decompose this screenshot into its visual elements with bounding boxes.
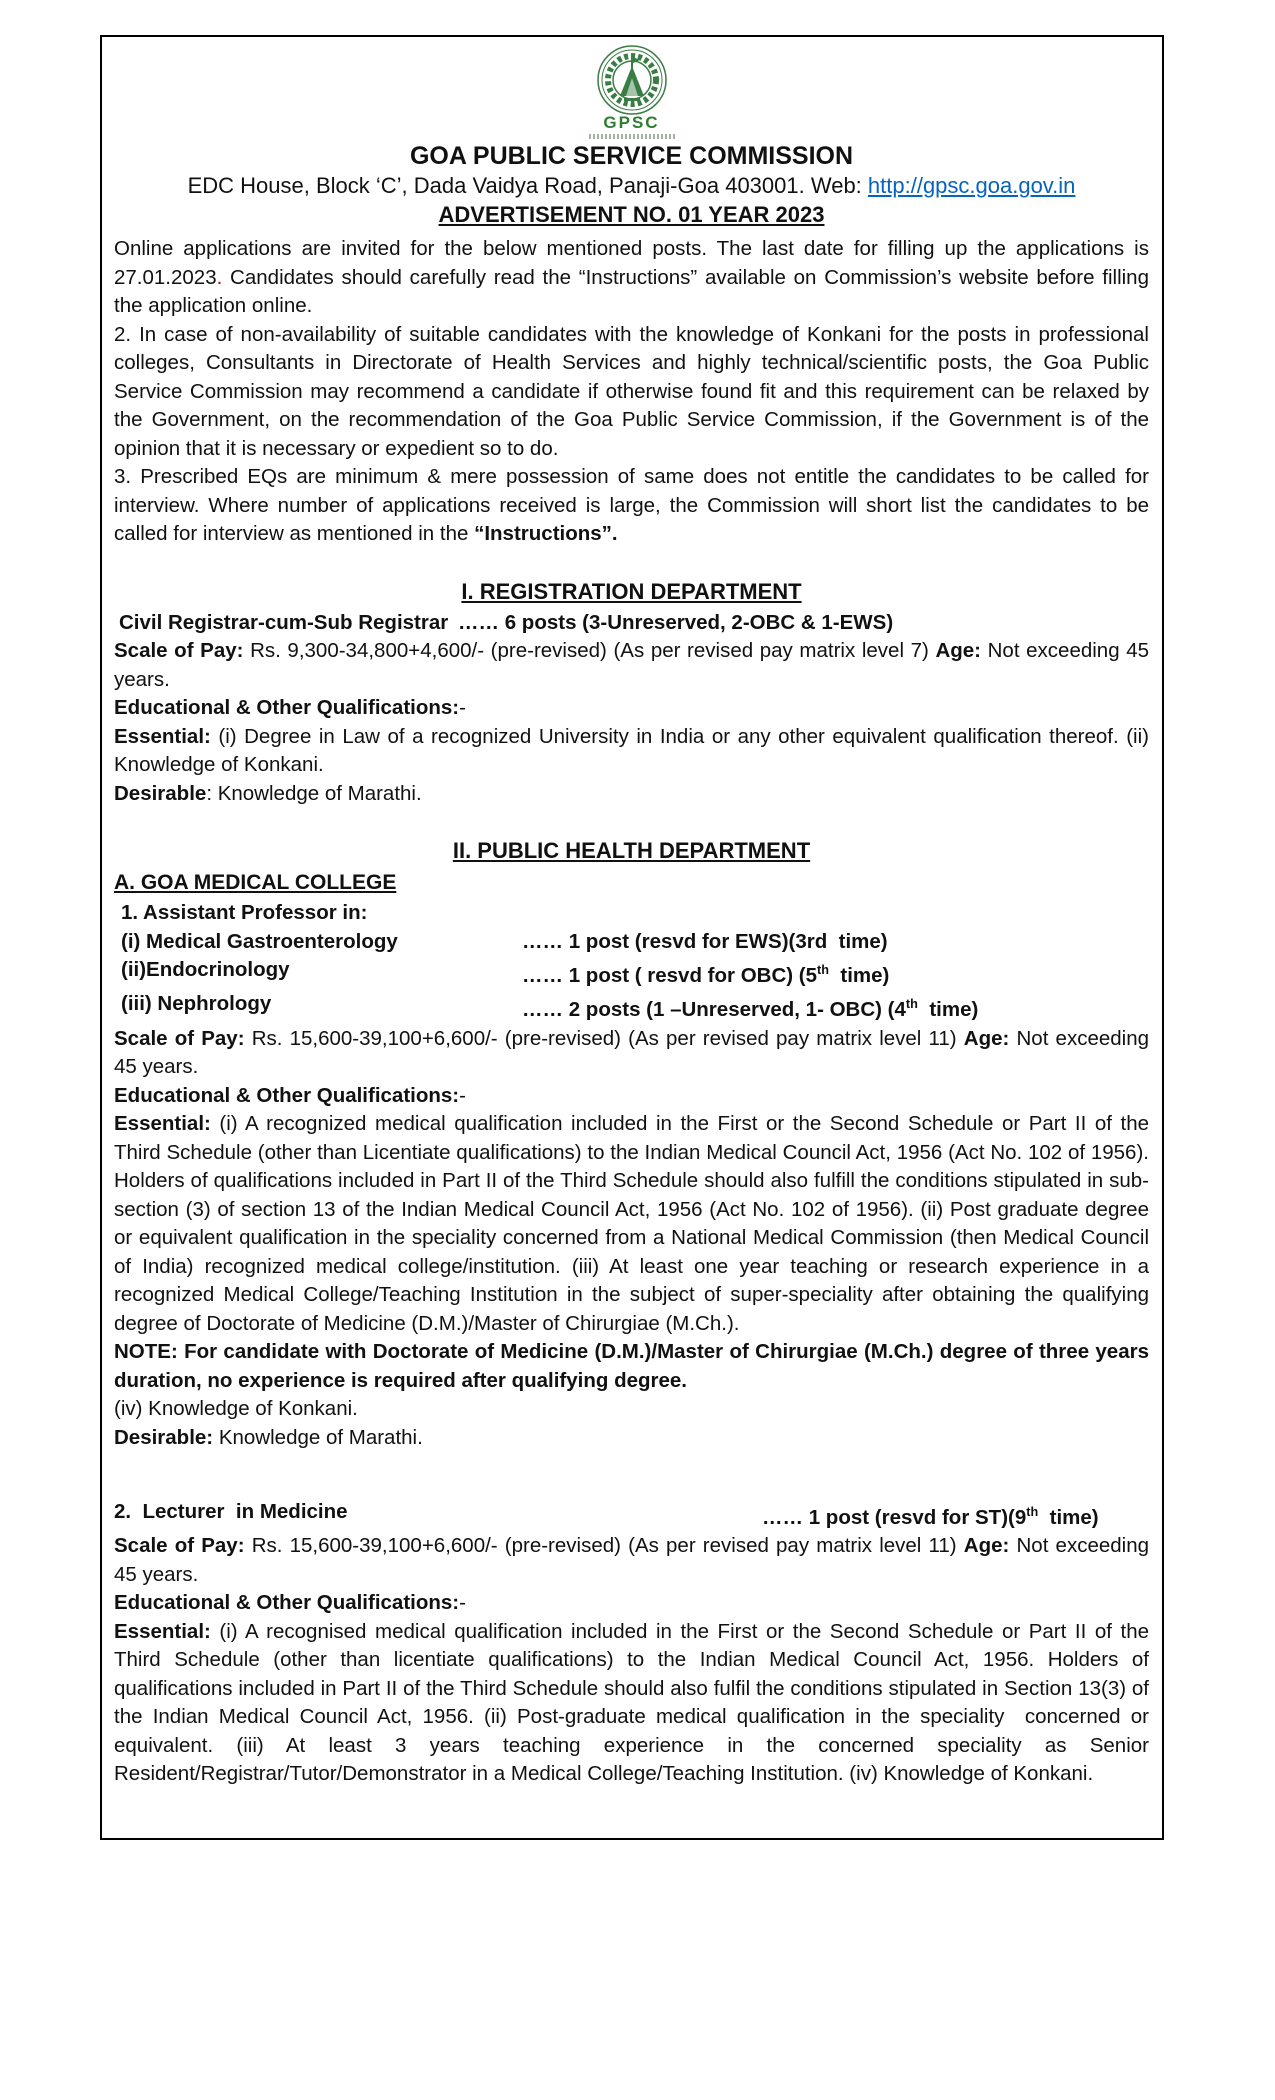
gpsc-emblem-icon	[582, 44, 682, 116]
text-run: Scale of Pay:	[114, 639, 251, 662]
post-label-nephrology: (iii) Nephrology	[121, 992, 272, 1016]
edu-qualifications-heading-registration	[114, 694, 1149, 723]
advertisement-title: ADVERTISEMENT NO. 01 YEAR 2023	[438, 202, 825, 227]
text-run: time)	[917, 998, 979, 1022]
text-run: 3. Prescribed EQs are minimum & mere possession of same does not entitle the candidates to be called for interview. Where number of applications received is large, the Commission will short list the candidates to be called for interview as mentioned in the	[114, 465, 1149, 545]
text-run: Scale of Pay:	[114, 1534, 252, 1558]
text-run: th	[1026, 1504, 1039, 1520]
college-heading: A. GOA MEDICAL COLLEGE	[114, 871, 397, 894]
post-detail-endocrinology	[522, 956, 1149, 990]
post-row-medical-gastroenterology	[114, 928, 1149, 957]
advertisement-title-wrap	[114, 200, 1149, 233]
text-run: -	[459, 696, 466, 719]
text-run: NOTE: For candidate with Doctorate of Medicine (D.M.)/Master of Chirurgiae (M.Ch.) degree of three years duration, no experience is required after qualifying degree.	[114, 1340, 1149, 1392]
text-run: time)	[1038, 1505, 1099, 1529]
address-line	[114, 171, 1149, 200]
text-run: -	[459, 1591, 466, 1615]
text-run: (i) A recognised medical qualification included in the First or the Second Schedule or Part II of the Third Schedule (other than licentiate qualifications) to the Indian Medical Council Act, 1956. Holders of qualifications included in Part II of the Third Schedule should also fulfil the conditions stipulated in Section 13(3) of the Indian Medical Council Act, 1956. (ii) Post-graduate medical qualification in the speciality concerned or equivalent. (iii) At least 3 years teaching experience in the concerned speciality as Senior Resident/Registrar/Tutor/Demonstrator in a Medical College/Teaching Institution. (iv) Knowledge of Konkani.	[114, 1619, 1149, 1786]
text-run: Rs. 9,300-34,800+4,600/- (pre-revised) (As per revised pay matrix level 7)	[250, 639, 936, 662]
text-run: Online applications are invited for the below mentioned posts. The last date for filling up the applications is 27.01.2023	[114, 237, 1149, 289]
post1-title: 1. Assistant Professor in:	[121, 901, 368, 924]
note-post1	[114, 1338, 1149, 1395]
org-name: GOA PUBLIC SERVICE COMMISSION	[409, 142, 854, 170]
post-detail-medical-gastroenterology	[522, 928, 1149, 957]
konkani-line-post1: (iv) Knowledge of Konkani.	[114, 1397, 358, 1421]
scale-of-pay-post1	[114, 1025, 1149, 1082]
text-run: th	[817, 962, 830, 977]
text-run: 2. In case of non-availability of suitable candidates with the knowledge of Konkani for the posts in professional colleges, Consultants in Directorate of Health Services and highly technical/scientific posts, the Goa Public Service Commission may recommend a candidate if otherwise found fit and this requirement can be relaxed by the Government, on the recommendation of the Goa Public Service Commission, if the Government is of the opinion that it is necessary or expedient so to do.	[114, 322, 1149, 460]
essential-post2	[114, 1618, 1149, 1789]
text-run: Desirable	[114, 781, 207, 805]
text-run: Knowledge of Marathi.	[218, 1425, 423, 1449]
address-text: EDC House, Block ‘C’, Dada Vaidya Road, Panaji-Goa 403001. Web:	[187, 173, 868, 198]
text-run: .	[216, 265, 223, 289]
website-link[interactable]: http://gpsc.goa.gov.in	[867, 173, 1076, 198]
text-run: Essential:	[114, 724, 219, 748]
scale-of-pay-registration	[114, 637, 1149, 694]
edu-qualifications-heading-post1	[114, 1082, 1149, 1111]
post-label-endocrinology: (ii)Endocrinology	[121, 958, 290, 981]
text-run: Essential:	[114, 1112, 220, 1136]
post-row-endocrinology	[114, 956, 1149, 990]
gpsc-logo	[114, 44, 1149, 139]
text-run: Essential:	[114, 1619, 220, 1643]
text-run: “Instructions”.	[474, 522, 618, 545]
post-detail-lecturer-medicine	[762, 1498, 1149, 1532]
section-1-heading-wrap	[114, 577, 1149, 609]
post-title-lecturer-medicine	[114, 1498, 762, 1532]
section-1-heading: I. REGISTRATION DEPARTMENT	[461, 578, 802, 604]
text-run: Not exceeding 45 years.	[114, 1534, 1150, 1586]
post-detail-nephrology	[522, 990, 1149, 1024]
text-run: Candidates should carefully read the “Instructions” available on Commission’s website before filling the application online.	[114, 265, 1149, 317]
text-run: Desirable:	[114, 1425, 219, 1449]
text-run: -	[459, 1083, 466, 1107]
text-run: Educational & Other Qualifications:	[114, 1591, 460, 1615]
post-row-nephrology	[114, 990, 1149, 1024]
post-detail-civil-registrar: …… 6 posts (3-Unreserved, 2-OBC & 1-EWS)	[458, 610, 894, 634]
text-run: …… 2 posts (1 –Unreserved, 1- OBC) (4	[522, 998, 906, 1022]
post-label-medical-gastroenterology: (i) Medical Gastroenterology	[121, 929, 398, 953]
college-heading-wrap	[114, 868, 1149, 899]
text-run: …… 1 post (resvd for ST)(9	[762, 1505, 1027, 1529]
text-run: 2. Lecturer in Medicine	[114, 1500, 348, 1524]
text-run: time)	[829, 963, 890, 987]
essential-registration	[114, 723, 1149, 780]
text-run: (i) A recognized medical qualification included in the First or the Second Schedule or Part II of the Third Schedule (other than Licentiate qualifications) to the Indian Medical Council Act, 1956 (Act No. 102 of 1956). Holders of qualifications included in Part II of the Third Schedule should also fulfill the conditions stipulated in sub-section (3) of section 13 of the Indian Medical Council Act, 1956 (Act No. 102 of 1956). (ii) Post graduate degree or equivalent qualification in the speciality concerned from a National Medical Commission (then Medical Council of India) recognized medical college/institution. (iii) At least one year teaching or research experience in a recognized Medical College/Teaching Institution in the subject of super-speciality after obtaining the qualifying degree of Doctorate of Medicine (D.M.)/Master of Chirurgiae (M.Ch.).	[114, 1112, 1149, 1335]
intro-paragraph-1	[114, 235, 1149, 321]
post-title-civil-registrar: Civil Registrar-cum-Sub Registrar	[119, 610, 449, 634]
intro-paragraph-3	[114, 463, 1149, 549]
post-row-lecturer-medicine	[114, 1498, 1149, 1532]
text-run: Rs. 15,600-39,100+6,600/- (pre-revised) (As per revised pay matrix level 11)	[251, 1534, 964, 1558]
text-run: Rs. 15,600-39,100+6,600/- (pre-revised) (As per revised pay matrix level 11)	[251, 1026, 964, 1050]
text-run: Age:	[935, 639, 988, 662]
text-run: Not exceeding 45 years.	[114, 1026, 1150, 1079]
document-page-border	[100, 35, 1164, 1840]
text-run: Age:	[963, 1534, 1017, 1558]
text-run: Educational & Other Qualifications:	[114, 696, 460, 719]
text-run: Not exceeding 45 years.	[114, 639, 1150, 691]
text-run: Scale of Pay:	[114, 1026, 252, 1050]
scale-of-pay-post2	[114, 1532, 1149, 1589]
desirable-post1	[114, 1424, 1149, 1453]
post-row-civil-registrar	[114, 609, 1149, 638]
text-run: th	[905, 996, 918, 1012]
gpsc-logo-caption	[589, 134, 675, 139]
desirable-registration	[114, 780, 1149, 809]
gpsc-logo-text: GPSC	[603, 113, 660, 132]
text-run: …… 1 post (resvd for EWS)(3rd time)	[522, 929, 888, 953]
text-run: (i) Degree in Law of a recognized University in India or any other equivalent qualification thereof. (ii) Knowledge of Konkani.	[114, 724, 1149, 776]
essential-post1	[114, 1110, 1149, 1338]
text-run: Age:	[963, 1026, 1017, 1050]
text-run: …… 1 post ( resvd for OBC) (5	[522, 963, 818, 987]
section-2-heading: II. PUBLIC HEALTH DEPARTMENT	[452, 838, 811, 863]
text-run: Educational & Other Qualifications:	[114, 1083, 460, 1107]
edu-qualifications-heading-post2	[114, 1589, 1149, 1618]
text-run: : Knowledge of Marathi.	[206, 781, 422, 805]
section-2-heading-wrap	[114, 836, 1149, 868]
intro-paragraph-2	[114, 321, 1149, 464]
